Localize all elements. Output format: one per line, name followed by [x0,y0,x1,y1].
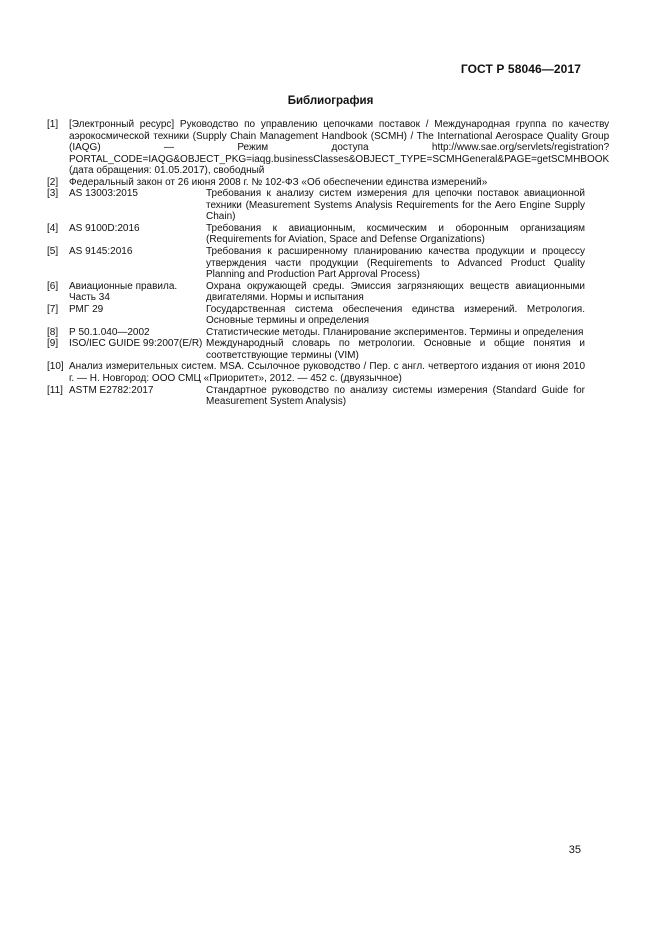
reference-number: [5] [47,246,59,258]
reference-number: [6] [47,280,59,292]
standard-code: ГОСТ Р 58046—2017 [460,62,581,76]
section-title: Библиография [287,95,374,107]
reference-item [47,338,585,361]
reference-number: [7] [47,303,59,315]
reference-code: ASTM E2782:2017 [69,384,154,396]
reference-code: AS 13003:2015 [69,188,138,200]
reference-item [47,281,585,304]
reference-code: Р 50.1.040—2002 [69,326,150,338]
reference-item [47,327,585,339]
reference-title: Стандартное руководство по анализу системы измерения (Standard Guide for Measurement System Analysis) [206,384,585,408]
reference-code: РМГ 29 [69,303,104,315]
reference-title: Требования к анализу систем измерения для цепочки поставок авиационной техники (Measurement Systems Analysis Requirements for the Aero Engine Supply Chain) [206,188,585,223]
page-number: 35 [568,844,581,856]
reference-number: [3] [47,188,59,200]
reference-number: [8] [47,326,59,338]
reference-title: Охрана окружающей среды. Эмиссия загрязняющих веществ авиационными двигателями. Нормы и испытания [206,280,585,304]
reference-item [47,177,585,189]
reference-item [47,223,585,246]
reference-item [47,246,585,281]
reference-title: Статистические методы. Планирование экспериментов. Термины и определения [206,326,584,338]
reference-title: Государственная система обеспечения единства измерений. Метрология. Основные термины и определения [206,303,585,327]
reference-number: [10] [47,361,64,373]
reference-item [47,361,585,384]
reference-code: AS 9145:2016 [69,246,133,258]
reference-item [47,304,585,327]
reference-title: Требования к авиационным, космическим и оборонным организациям (Requirements for Aviation, Space and Defense Organizations) [206,222,585,246]
reference-item [47,385,585,408]
bibliography-list [47,119,610,408]
reference-number: [9] [47,338,59,350]
reference-code: Авиационные правила. Часть 34 [69,280,178,304]
reference-code: AS 9100D:2016 [69,222,140,234]
reference-number: [11] [47,384,63,396]
reference-number: [4] [47,222,59,234]
reference-number: [1] [47,119,59,130]
reference-item [47,119,610,177]
reference-title: Международный словарь по метрологии. Основные и общие понятия и соответствующие термины (VIM) [206,338,585,361]
reference-text: Анализ измерительных систем. MSA. Ссылочное руководство / Пер. с англ. четвертого издания от июня 2010 г. — Н. Новгород: ООО СМЦ «Приоритет», 2012. — 452 с. (двуязычное) [69,361,585,385]
reference-number: [2] [47,176,59,188]
reference-title: Требования к расширенному планированию качества продукции и процессу утверждения части продукции (Requirements to Advanced Product Quality Planning and Production Part Approval Process) [206,246,585,281]
reference-text: [Электронный ресурс] Руководство по управлению цепочками поставок / Международная группа по качеству аэрокосмической техники (Supply Chain Management Handbook (SCMH) / The International Aerospace Quality Group (IAQG) — Режим доступа http://www.sae.org/servlets/registration?PORTAL_CODE=IAQG&OBJECT_PKG=iaqg.businessClasses&OBJECT_TYPE=SCMHGeneral&PAGE=getSCMHBOOK (дата обращения: 01.05.2017), свободный [69,119,610,177]
reference-text: Федеральный закон от 26 июня 2008 г. № 102-ФЗ «Об обеспечении единства измерений» [69,176,488,188]
reference-item [47,188,585,223]
reference-code: ISO/IEC GUIDE 99:2007(E/R) [69,338,203,350]
